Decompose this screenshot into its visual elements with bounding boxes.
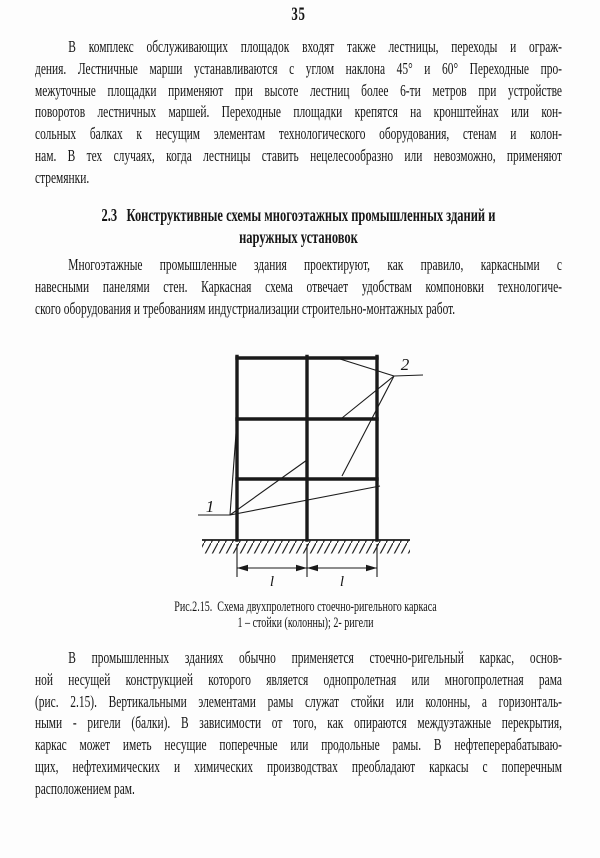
ground-hatch [202,541,410,554]
figure-caption [42,600,569,632]
span-label-left: l [269,574,275,590]
text-line: стремянки. [35,167,90,187]
text-line: навесными панелями стен. Каркасная схема отвечает удобствам компоновки технологиче- [35,276,562,296]
paragraph-1 [35,36,562,189]
text-line: щих, нефтехимических и химических производствах преобладают каркасы с поперечным [35,756,562,776]
span-dimension-left [237,565,307,571]
frame-diagram [190,348,430,593]
text-line: расположением рам. [35,778,135,798]
callout-1-leader [198,420,380,515]
text-line: Многоэтажные промышленные здания проектируют, как правило, каркасными с [68,255,562,274]
callout-2-label: 2 [400,355,410,374]
text-line: нам. В тех случаях, когда лестницы ставить нецелесообразно или невозможно, применяют [35,145,562,165]
text-line: сольных балках к несущим элементам технологического оборудования, стенам и колон- [35,124,562,144]
section-heading-line-2: наружных установок [239,226,358,247]
callout-1-label: 1 [205,497,215,516]
text-line: ной несущей конструкцией которого является однопролетная или многопролетная рама [35,669,562,689]
text-line: каркас может иметь несущие поперечные или продольные рамы. В нефтеперерабатываю- [35,735,562,755]
text-line: межуточные площадки применяют при высоте лестниц более 6-ти метров при устройстве [35,80,562,100]
text-line: поворотов лестничных маршей. Переходные площадки крепятся на кронштейнах или кон- [35,102,562,122]
text-line: В промышленных зданиях обычно применяется стоечно-ригельный каркас, основ- [68,648,562,667]
text-line: В комплекс обслуживающих площадок входят также лестницы, переходы и ограж- [68,37,562,56]
figure-caption-line-2: 1 – стойки (колонны); 2- ригели [237,614,374,631]
span-label-right: l [339,574,345,590]
text-line: (рис. 2.15). Вертикальными элементами рамы служат стойки или колонны, а горизонталь- [35,691,562,711]
figure-caption-line-1: Рис.2.15. Схема двухпролетного стоечно-ригельного каркаса [174,599,437,615]
text-line: ными - ригели (балки). В зависимости от того, как опираются междуэтажные перекрытия, [35,713,562,733]
section-heading [35,205,562,248]
paragraph-3 [35,647,562,800]
text-line: дения. Лестничные марши устанавливаются с углом наклона 45° и 60° Переходные про- [35,58,562,78]
text-line: ского оборудования и требованиям индустриализации строительно-монтажных работ. [35,298,456,318]
paragraph-2 [35,254,562,319]
section-heading-line-1: 2.3 Конструктивные схемы многоэтажных промышленных зданий и [101,205,496,225]
span-dimension-right [307,565,377,571]
page-number: 35 [291,5,306,25]
